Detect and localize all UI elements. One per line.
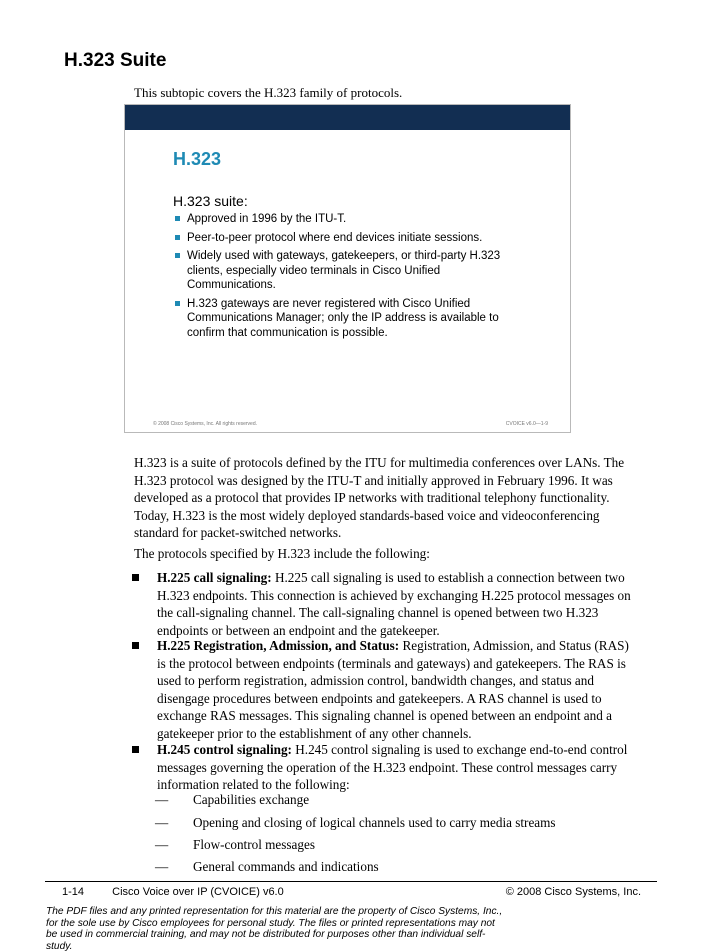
protocol-item-label: H.225 Registration, Admission, and Status: bbox=[157, 638, 400, 653]
course-title: Cisco Voice over IP (CVOICE) v6.0 bbox=[112, 886, 284, 898]
protocol-item-text: H.225 call signaling is used to establish a connection between two H.323 endpoints. This connection is achieved by exchanging H.225 protocol messages on the call-signaling channel. The call-signaling channel is opened between two H.323 endpoints or between an endpoint and the gatekeeper. bbox=[157, 570, 631, 638]
slide-top-bar bbox=[125, 105, 570, 130]
square-bullet-icon bbox=[132, 746, 139, 753]
slide-subtitle: H.323 suite: bbox=[173, 193, 248, 209]
slide-title: H.323 bbox=[173, 149, 222, 169]
footer-divider bbox=[45, 881, 657, 882]
body-paragraph-2: The protocols specified by H.323 include the following: bbox=[134, 546, 430, 561]
square-bullet-icon bbox=[132, 642, 139, 649]
square-bullet-icon bbox=[175, 253, 180, 258]
intro-text: This subtopic covers the H.323 family of protocols. bbox=[134, 85, 403, 100]
footer-copyright: © 2008 Cisco Systems, Inc. bbox=[505, 886, 641, 898]
protocol-item-label: H.245 control signaling: bbox=[157, 742, 292, 757]
disclaimer: The PDF files and any printed representation for this material are the property of Cisco Systems, Inc., for the sole use by Cisco employees for personal study. The files or printed representations may not be used in commercial training, and may not be distributed for purposes other than individual self-study. bbox=[46, 906, 503, 952]
slide-figure bbox=[124, 104, 571, 433]
square-bullet-icon bbox=[175, 235, 180, 240]
slide-bullet: Approved in 1996 by the ITU-T. bbox=[171, 212, 517, 227]
slide-bullet: H.323 gateways are never registered with Cisco Unified Communications Manager; only the IP address is available to confirm that communication is possible. bbox=[171, 297, 517, 341]
footer-left bbox=[62, 886, 284, 898]
square-bullet-icon bbox=[175, 301, 180, 306]
square-bullet-icon bbox=[175, 216, 180, 221]
slide-code: CVOICE v6.0—1-9 bbox=[505, 421, 548, 427]
protocol-item-text: H.245 control signaling is used to exchange end-to-end control messages governing the operation of the H.323 endpoint. These control messages carry information related to the following: bbox=[157, 742, 628, 792]
body-paragraph-1: H.323 is a suite of protocols defined by the ITU for multimedia conferences over LANs. The H.323 protocol was designed by the ITU-T and initially approved in February 1996. It was developed as a protocol that provides IP networks with traditional telephony functionality. Today, H.323 is the most widely deployed standards-based voice and videoconferencing standard for packet-switched networks. bbox=[134, 455, 625, 540]
square-bullet-icon bbox=[132, 574, 139, 581]
page-title: H.323 Suite bbox=[64, 50, 167, 71]
slide-bullet-list bbox=[171, 212, 517, 344]
slide-bullet: Peer-to-peer protocol where end devices initiate sessions. bbox=[171, 231, 517, 246]
slide-copyright: © 2008 Cisco Systems, Inc. All rights reserved. bbox=[153, 421, 258, 427]
protocol-item-text: Registration, Admission, and Status (RAS) is the protocol between endpoints (terminals and gateways) and gatekeepers. The RAS is used to perform registration, admission control, bandwidth changes, and status and disengage procedures between endpoints and gatekeepers. A RAS channel is used to exchange RAS messages. This signaling channel is opened between an endpoint and a gatekeeper prior to the establishment of any other channels. bbox=[157, 638, 629, 741]
page-number: 1-14 bbox=[62, 886, 85, 898]
protocol-item-label: H.225 call signaling: bbox=[157, 570, 272, 585]
slide-bullet: Widely used with gateways, gatekeepers, or third-party H.323 clients, especially video terminals in Cisco Unified Communications. bbox=[171, 249, 517, 293]
